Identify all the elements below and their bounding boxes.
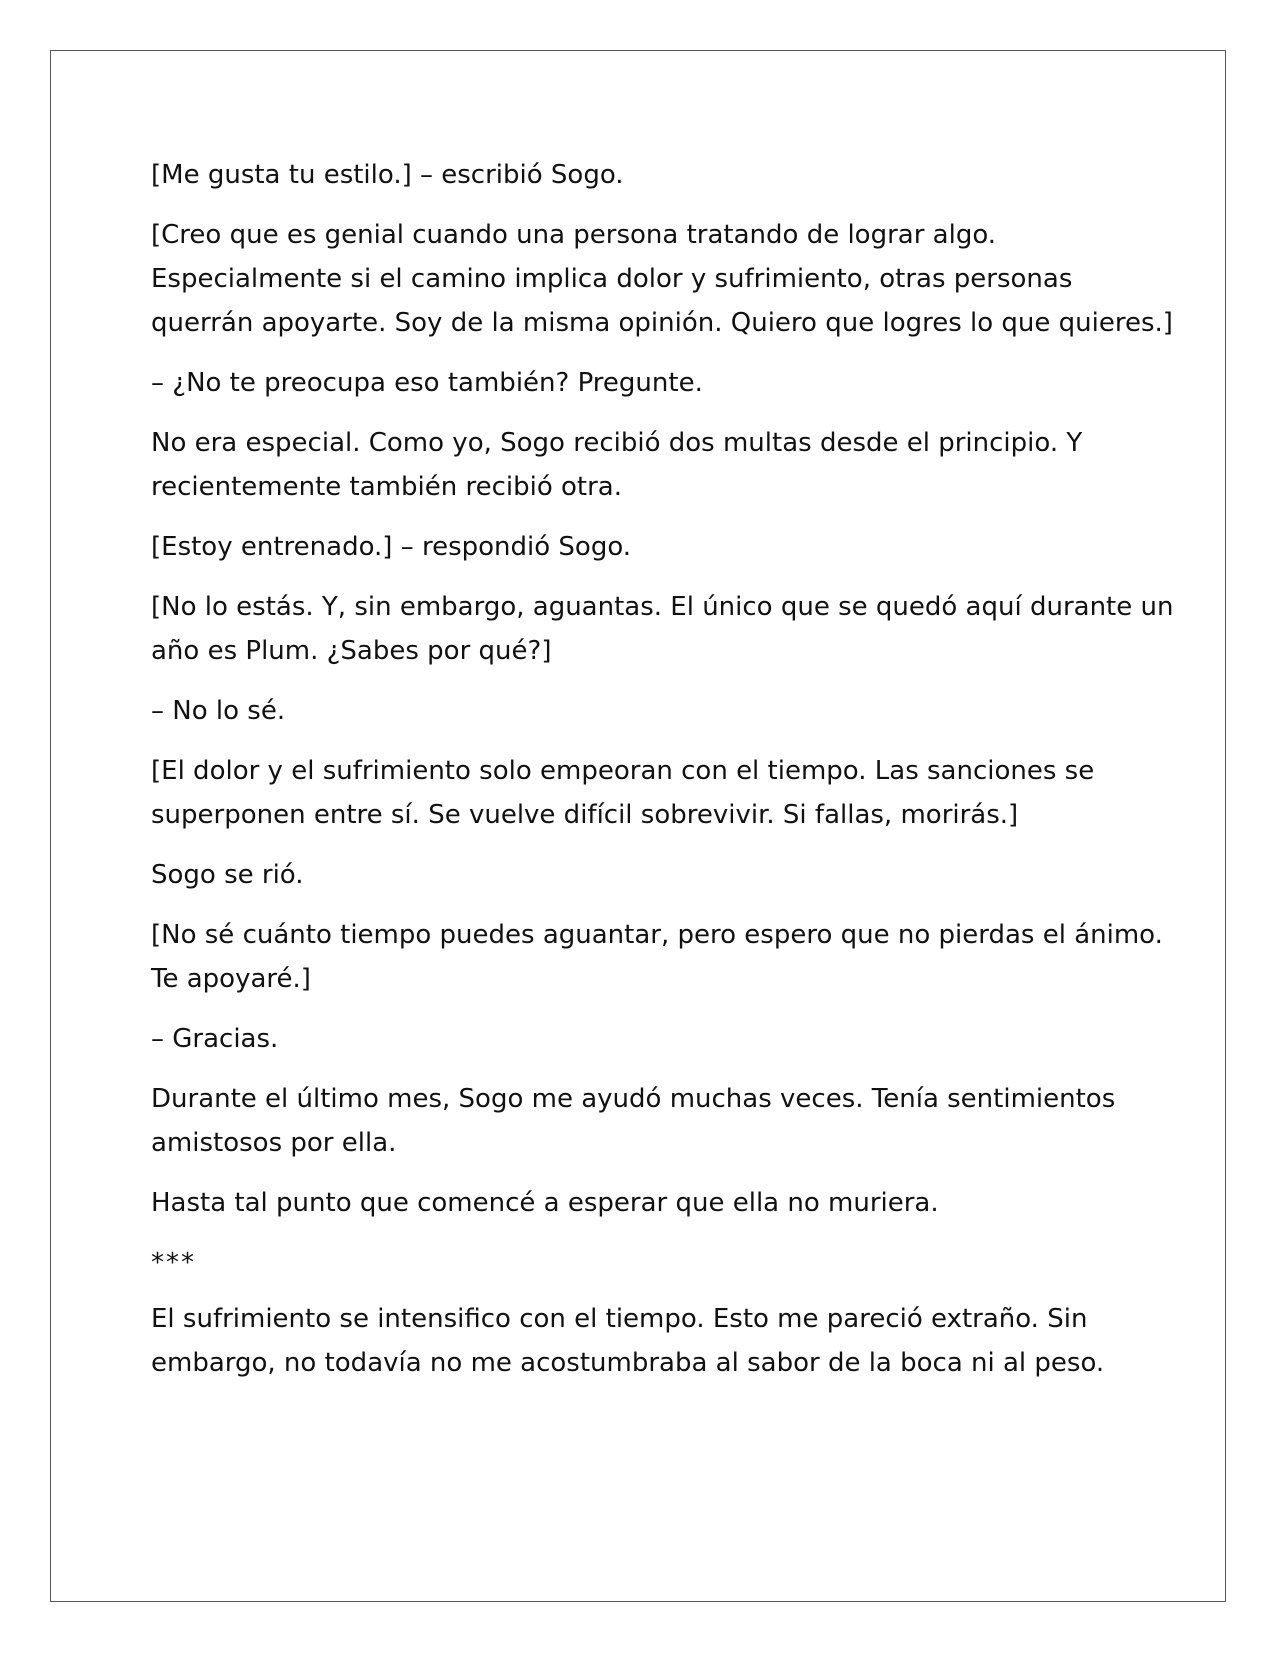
paragraph-7: – No lo sé.: [151, 696, 286, 726]
paragraph-2: [Creo que es genial cuando una persona tratando de lograr algo. Especialmente si el camino implica dolor y sufrimiento, otras personas querrán apoyarte. Soy de la misma opinión. Quiero que logres lo que quieres.]: [151, 220, 1173, 338]
paragraph-8: [El dolor y el sufrimiento solo empeoran con el tiempo. Las sanciones se superponen entre sí. Se vuelve difícil sobrevivir. Si fallas, morirás.]: [151, 756, 1095, 830]
paragraph-11: – Gracias.: [151, 1024, 279, 1054]
paragraph-9: Sogo se rió.: [151, 860, 304, 890]
paragraph-14: El sufrimiento se intensifico con el tiempo. Esto me pareció extraño. Sin embargo, no todavía no me acostumbraba al sabor de la boca ni al peso.: [151, 1304, 1105, 1378]
paragraph-12: Durante el último mes, Sogo me ayudó muchas veces. Tenía sentimientos amistosos por ella.: [151, 1084, 1116, 1158]
paragraph-5: [Estoy entrenado.] – respondió Sogo.: [151, 532, 632, 562]
paragraph-3: – ¿No te preocupa eso también? Pregunte.: [151, 368, 703, 398]
paragraph-6: [No lo estás. Y, sin embargo, aguantas. El único que se quedó aquí durante un año es Plum. ¿Sabes por qué?]: [151, 592, 1174, 666]
page-frame: [50, 50, 1226, 1602]
paragraph-10: [No sé cuánto tiempo puedes aguantar, pero espero que no pierdas el ánimo. Te apoyaré.]: [151, 920, 1163, 994]
paragraph-13: Hasta tal punto que comencé a esperar que ella no muriera.: [151, 1188, 939, 1218]
page-body: [151, 153, 1181, 1401]
paragraph-1: [Me gusta tu estilo.] – escribió Sogo.: [151, 160, 624, 190]
paragraph-4: No era especial. Como yo, Sogo recibió dos multas desde el principio. Y recientemente también recibió otra.: [151, 428, 1083, 502]
section-separator: ***: [151, 1248, 196, 1278]
